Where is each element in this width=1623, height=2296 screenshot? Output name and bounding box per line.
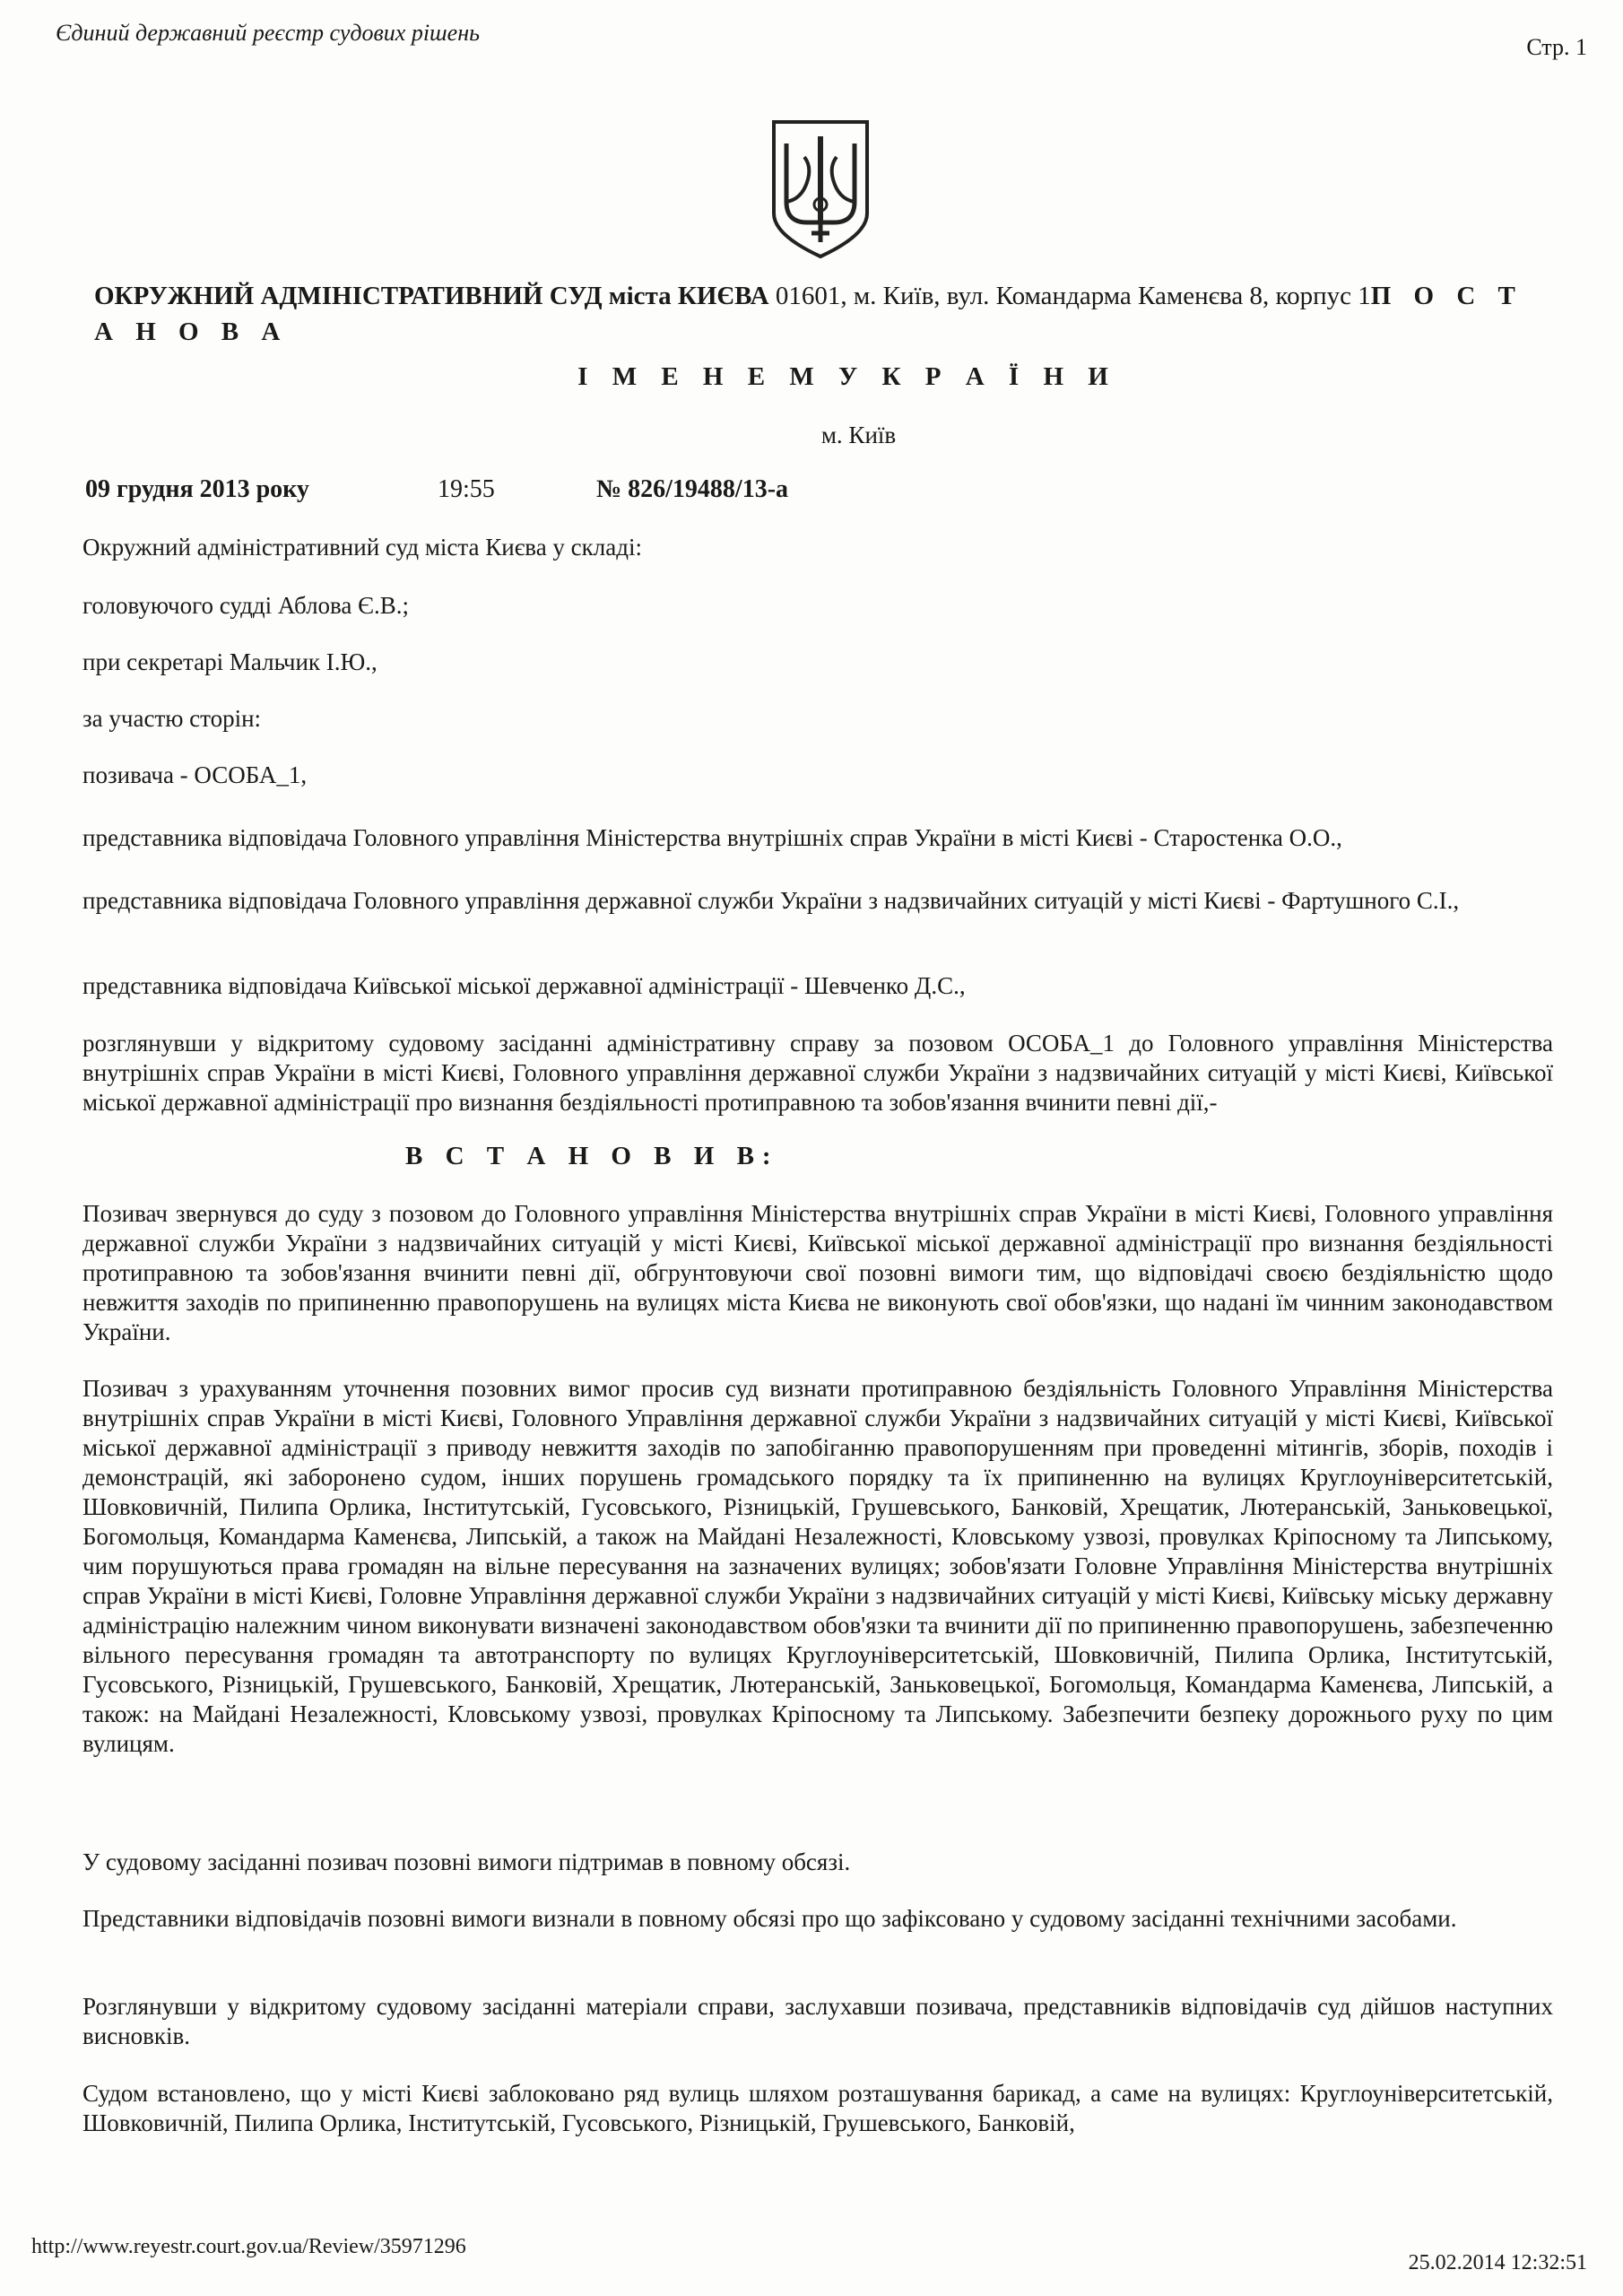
body-paragraph-1: Позивач звернувся до суду з позовом до Головного управління Міністерства внутрішніх справ України в місті Києві, Головного управління державної служби України з надзвичайних ситуацій у місті Києві, Київської міської державної адміністрації про визнання бездіяльності протиправною та зобов'язання вчинити певні дії, обгрунтовуючи свої позовні вимоги тим, що відповідачі своєю бездіяльністю щодо невжиття заходів по припиненню правопорушень на вулицях міста Києва не виконують свої обов'язки, що надані їм чинним законодавством України. (82, 1200, 1553, 1345)
page-number: Стр. 1 (1526, 34, 1587, 60)
court-name: ОКРУЖНИЙ АДМІНІСТРАТИВНИЙ СУД міста КИЄВА (94, 282, 769, 310)
decision-date: 09 грудня 2013 року (85, 475, 309, 503)
composition-intro: Окружний адміністративний суд міста Києва у складі: (82, 534, 642, 561)
body-paragraph-5: Розглянувши у відкритому судовому засіданні матеріали справи, заслухавши позивача, представників відповідачів суд дійшов наступних висновків. (82, 1993, 1553, 2049)
court-address: 01601, м. Київ, вул. Командарма Каменєва 8, корпус 1 (768, 282, 1371, 310)
body-paragraph-2: Позивач з урахуванням уточнення позовних вимог просив суд визнати протиправною бездіяльність Головного Управління Міністерства внутрішніх справ України в місті Києві, Головного Управління державної служби України з надзвичайних ситуацій у місті Києві, Київської міської державної адміністрації з приводу невжиття заходів по запобіганню правопорушенням при проведенні мітингів, зборів, походів і демонстрацій, які заборонено судом, інших порушень громадського порядку та їх припиненню на вулицях Круглоуніверситетській, Шовковичній, Пилипа Орлика, Інститутській, Гусовського, Різницькій, Грушевського, Банковій, Хрещатик, Лютеранській, Заньковецької, Богомольця, Командарма Каменєва, Липській, а також на Майдані Незалежності, Кловському узвозі, провулках Кріпосному та Липському, чим порушуються права громадян на вільне пересування на зазначених вулицях; зобов'язати Головне Управління Міністерства внутрішніх справ України в місті Києві, Головне Управління державної служби України з надзвичайних ситуацій у місті Києві, Київську міську державну адміністрацію належним чином виконувати визначені законодавством обов'язки та вчинити дії по припиненню правопорушень, забезпеченню вільного пересування громадян та автотранспорту по вулицях Круглоуніверситетській, Шовковичній, Пилипа Орлика, Інститутській, Гусовського, Різницькій, Грушевського, Банковій, Хрещатик, Лютеранській, Заньковецької, Богомольця, Командарма Каменєва, Липській, а також: на Майдані Незалежності, Кловському узвозі, провулках Кріпосному та Липському. Забезпечити безпеку дорожнього руху по цим вулицям. (82, 1375, 1553, 1757)
ukraine-trident-emblem-icon (767, 117, 874, 260)
body-paragraph-4: Представники відповідачів позовні вимоги визнали в повному обсязі про що зафіксовано у судовому засіданні технічними засобами. (82, 1905, 1457, 1932)
defendant-rep-2: представника відповідача Головного управління державної служби України з надзвичайних ситуацій у місті Києві - Фартушного С.І., (82, 887, 1460, 914)
in-name-of-ukraine: І М Е Н Е М У К Р А Ї Н И (577, 362, 1117, 391)
body-paragraph-6: Судом встановлено, що у місті Києві заблоковано ряд вулиць шляхом розташування барикад, а саме на вулицях: Круглоуніверситетській, Шовковичній, Пилипа Орлика, Інститутській, Гусовського, Різницькій, Грушевського, Банковій, (82, 2080, 1553, 2136)
established-heading: В С Т А Н О В И В: (405, 1142, 779, 1170)
court-heading (94, 278, 1551, 350)
document-type: П О С Т А Н О В А (94, 282, 1523, 346)
registry-title: Єдиний державний реєстр судових рішень (56, 20, 480, 46)
defendant-rep-1: представника відповідача Головного управління Міністерства внутрішніх справ України в місті Києві - Старостенка О.О., (82, 824, 1342, 851)
case-number: № 826/19488/13-а (596, 475, 789, 503)
source-url: http://www.reyestr.court.gov.ua/Review/35971296 (31, 2235, 466, 2258)
plaintiff: позивача - ОСОБА_1, (82, 761, 308, 788)
body-paragraph-3: У судовому засіданні позивач позовні вимоги підтримав в повному обсязі. (82, 1848, 851, 1875)
city: м. Київ (820, 422, 897, 448)
decision-time: 19:55 (438, 475, 495, 503)
considered-paragraph: розглянувши у відкритому судовому засіданні адміністративну справу за позовом ОСОБА_1 до Головного управління Міністерства внутрішніх справ України в місті Києві, Головного управління державної служби України з надзвичайних ситуацій у місті Києві, Київської міської державної адміністрації про визнання бездіяльності протиправною та зобов'язання вчинити певні дії,- (82, 1030, 1553, 1116)
print-timestamp: 25.02.2014 12:32:51 (1408, 2251, 1587, 2274)
parties-intro: за участю сторін: (82, 705, 262, 732)
court-secretary: при секретарі Мальчик І.Ю., (82, 648, 378, 675)
presiding-judge: головуючого судді Аблова Є.В.; (82, 592, 409, 619)
defendant-rep-3: представника відповідача Київської міської державної адміністрації - Шевченко Д.С., (82, 972, 966, 999)
